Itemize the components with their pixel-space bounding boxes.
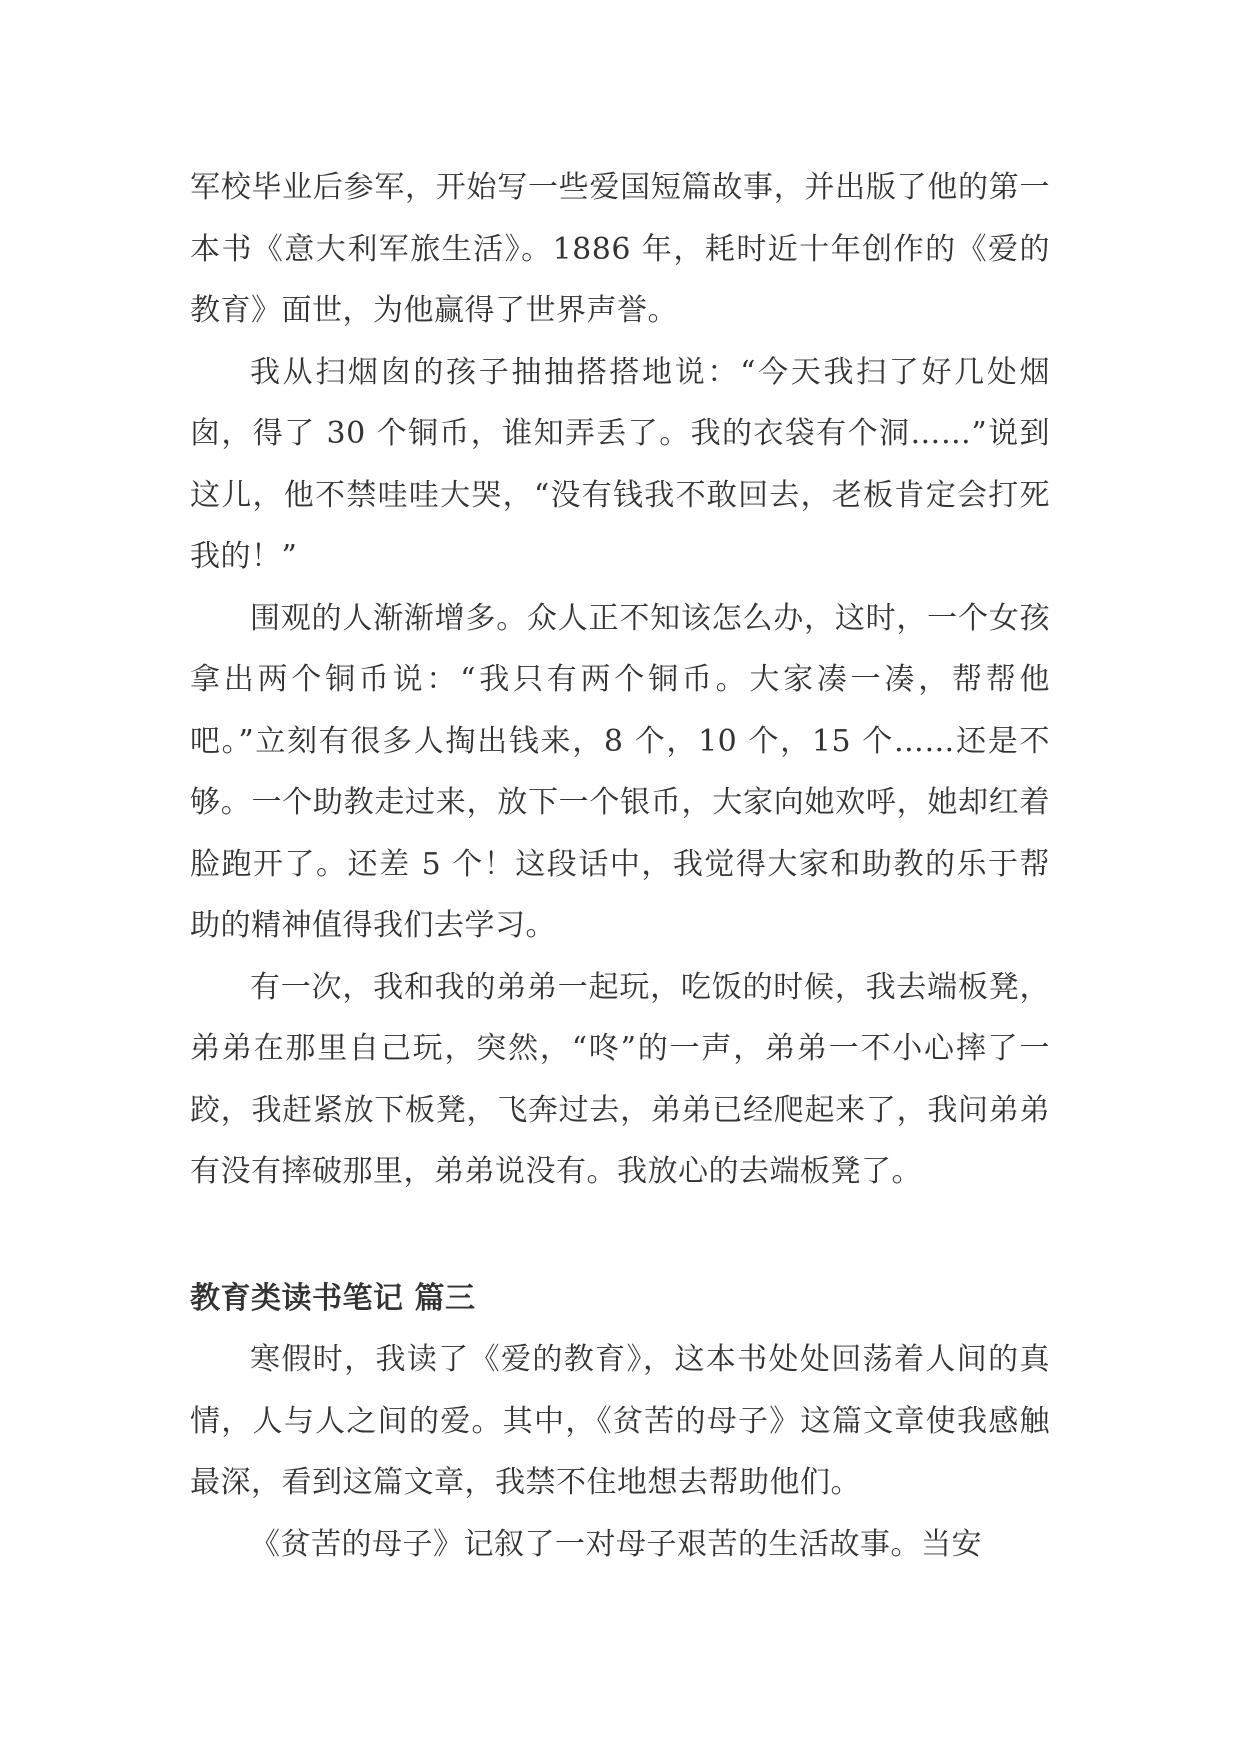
paragraph-2: 我从扫烟囱的孩子抽抽搭搭地说：“今天我扫了好几处烟囱，得了 30 个铜币，谁知弄丢了。我的衣袋有个洞……”说到这儿，他不禁哇哇大哭，“没有钱我不敢回去，老板肯定会打死我的！”	[190, 354, 1050, 574]
paragraph-5: 寒假时，我读了《爱的教育》，这本书处处回荡着人间的真情，人与人之间的爱。其中，《贫苦的母子》这篇文章使我感触最深，看到这篇文章，我禁不住地想去帮助他们。	[190, 1342, 1050, 1500]
section-heading: 教育类读书笔记 篇三	[190, 1280, 476, 1316]
paragraph-4: 有一次，我和我的弟弟一起玩，吃饭的时候，我去端板凳，弟弟在那里自己玩，突然，“咚”的一声，弟弟一不小心摔了一跤，我赶紧放下板凳，飞奔过去，弟弟已经爬起来了，我问弟弟有没有摔破那里，弟弟说没有。我放心的去端板凳了。	[190, 969, 1050, 1189]
paragraph-6: 《贫苦的母子》记叙了一对母子艰苦的生活故事。当安	[250, 1526, 982, 1562]
document-body	[190, 157, 1050, 1575]
paragraph-1: 军校毕业后参军，开始写一些爱国短篇故事，并出版了他的第一本书《意大利军旅生活》。1886 年，耗时近十年创作的《爱的教育》面世，为他赢得了世界声誉。	[190, 170, 1050, 328]
paragraph-3: 围观的人渐渐增多。众人正不知该怎么办，这时，一个女孩拿出两个铜币说：“我只有两个铜币。大家凑一凑，帮帮他吧。”立刻有很多人掏出钱来，8 个，10 个，15 个……还是不够。一个助教走过来，放下一个银币，大家向她欢呼，她却红着脸跑开了。还差 5 个！这段话中，我觉得大家和助教的乐于帮助的精神值得我们去学习。	[190, 600, 1050, 943]
